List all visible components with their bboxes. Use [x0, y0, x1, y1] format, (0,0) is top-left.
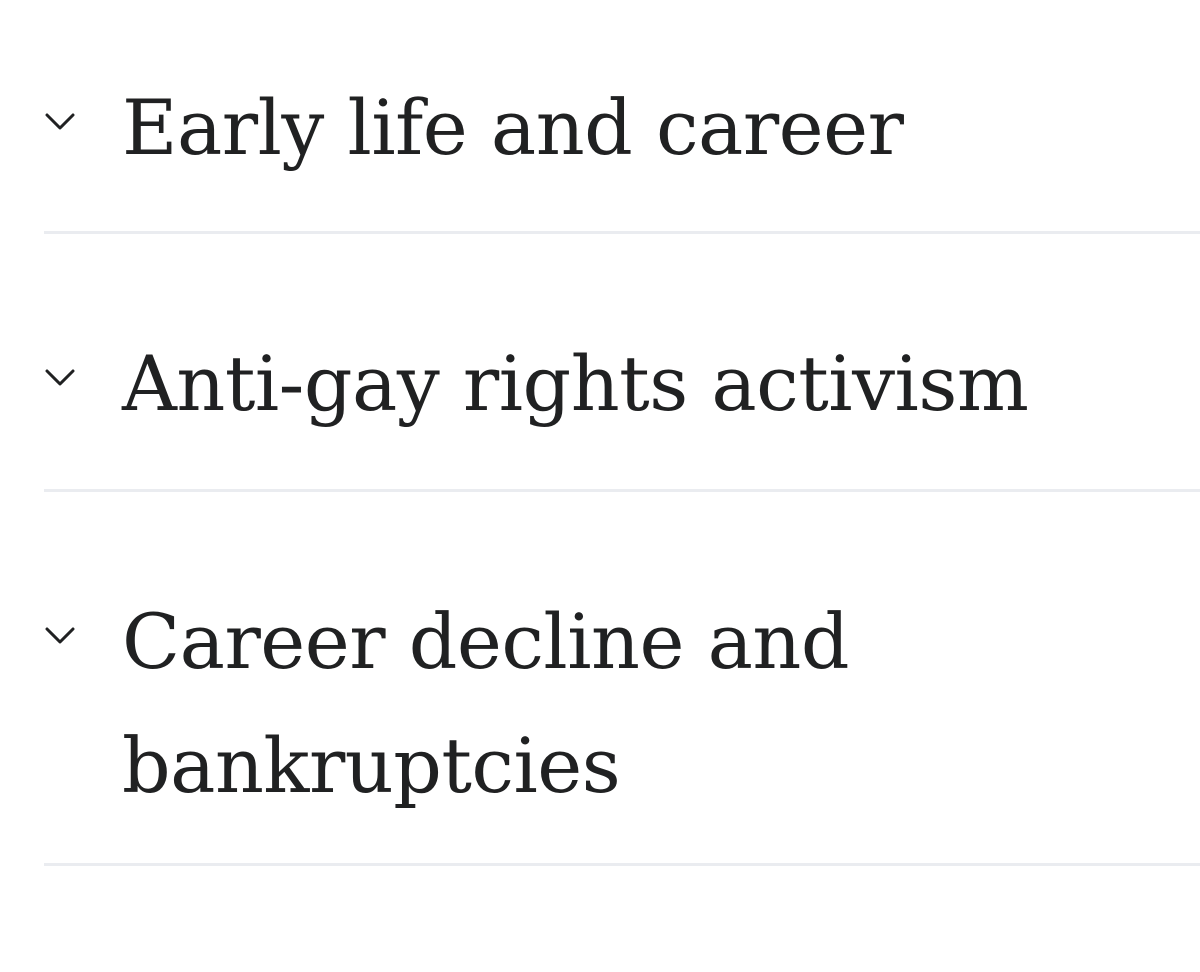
chevron-down-icon[interactable]: [44, 112, 76, 132]
section-heading-line-2[interactable]: bankruptcies: [122, 721, 621, 810]
section-anti-gay-rights-activism[interactable]: [0, 234, 1200, 490]
chevron-down-icon[interactable]: [44, 368, 76, 388]
section-heading[interactable]: Early life and career: [122, 83, 904, 172]
section-early-life[interactable]: [0, 0, 1200, 232]
section-heading[interactable]: Anti-gay rights activism: [122, 339, 1029, 428]
divider: [44, 863, 1200, 866]
chevron-down-icon[interactable]: [44, 626, 76, 646]
section-heading-line-1[interactable]: Career decline and: [122, 597, 850, 686]
section-career-decline[interactable]: [0, 492, 1200, 864]
